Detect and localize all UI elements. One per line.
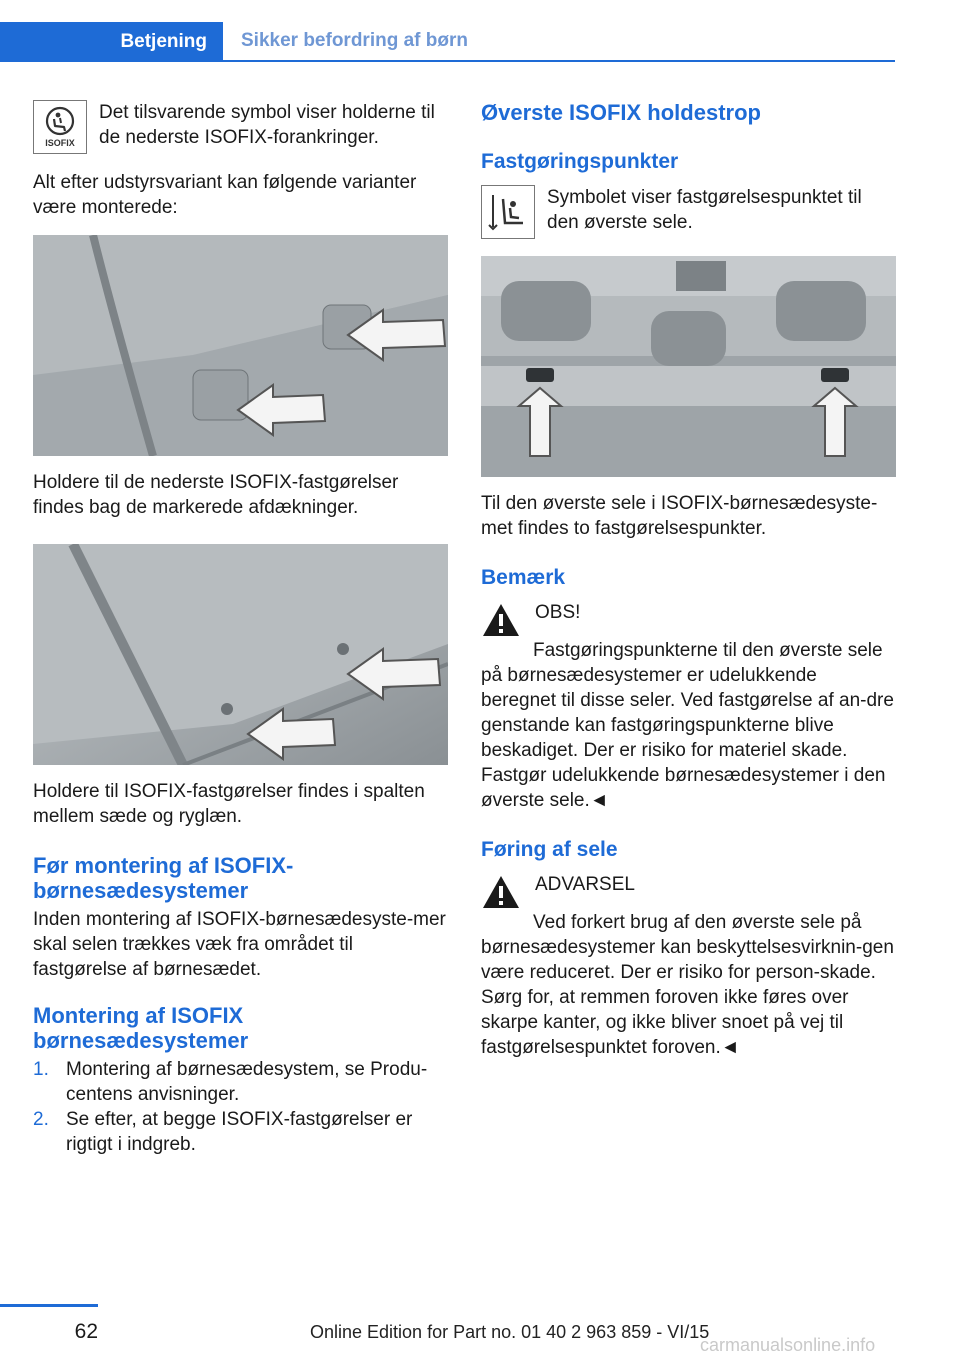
step-text: Se efter, at begge ISOFIX-fastgørelser er rigtigt i indgreb. [66,1109,413,1155]
tab-betjening[interactable]: Betjening [0,22,223,62]
isofix-seat-icon [33,100,87,154]
heading-mounting: Montering af ISOFIX børnesædesystemer [33,1003,249,1053]
heading-top-tether: Øverste ISOFIX holdestrop [481,100,761,125]
warning-block [481,872,896,910]
subheading-note: Bemærk [481,566,566,589]
photo-rear-shelf [481,256,896,477]
mounting-steps [33,1057,448,1157]
right-column [481,100,896,1060]
notice-block [481,600,896,638]
step-number: 2. [33,1109,49,1130]
step-number: 1. [33,1059,49,1080]
list-item [33,1107,448,1157]
caption-seat-covers: Holdere til de nederste ISOFIX-fastgørelser findes bag de markerede afdækninger. [33,472,399,518]
warning-text: Ved forkert brug af den øverste sele på børnesædesystemer kan beskyttelsesvirknin-gen være reduceret. Der er risiko for person-skade. Sørg for, at remmen foroven ikke føres over skarpe kanter, og ikke bliver snoet på vej til fastgørelsespunktet foroven.◄ [481,912,894,1058]
warning-triangle-icon [481,602,521,638]
left-column [33,100,448,1157]
variants-intro: Alt efter udstyrsvariant kan følgende varianter være monterede: [33,172,417,218]
warning-triangle-icon [481,874,521,910]
photo-seat-covers [33,235,448,456]
notice-text: Fastgøringspunkterne til den øverste sele på børnesædesystemer er udelukkende beregnet til disse seler. Ved fastgørelse af an-dre genstande kan fastgøringspunkterne blive beskadiget. Der er risiko for materiel skade. Fastgør udelukkende børnesædesystemer i den øverste sele.◄ [481,640,894,811]
notice-title: OBS! [535,602,581,623]
watermark: carmanualsonline.info [700,1335,876,1355]
heading-before-mounting: Før montering af ISOFIX-børnesædesystemer [33,853,294,903]
page-number: 62 [74,1320,98,1343]
isofix-symbol-row [33,100,448,154]
tether-symbol-row [481,185,896,239]
isofix-symbol-text: Det tilsvarende symbol viser holderne til de nederste ISOFIX-forankringer. [99,102,435,148]
subheading-anchor-points: Fastgøringspunkter [481,150,679,173]
subheading-belt-routing: Føring af sele [481,838,618,861]
photo-seat-gap [33,544,448,765]
header-bar [0,22,895,62]
caption-anchor-points: Til den øverste sele i ISOFIX-børnesædesyste-met findes to fastgørelsespunkter. [481,493,878,539]
top-tether-icon [481,185,535,239]
edition-text: Online Edition for Part no. 01 40 2 963 859 - VI/15 [310,1322,710,1342]
footer-rule [0,1304,98,1307]
tab-sikker-befordring[interactable]: Sikker befordring af børn [223,22,895,62]
caption-seat-gap: Holdere til ISOFIX-fastgørelser findes i spalten mellem sæde og ryglæn. [33,781,425,827]
para-before-mounting: Inden montering af ISOFIX-børnesædesyste-mer skal selen trækkes væk fra området til fastgørelse af børnesædet. [33,909,446,980]
step-text: Montering af børnesædesystem, se Produ-centens anvisninger. [66,1059,428,1105]
warning-title: ADVARSEL [535,874,635,895]
list-item [33,1057,448,1107]
tether-symbol-text: Symbolet viser fastgørelsespunktet til den øverste sele. [547,187,862,233]
isofix-symbol-label: ISOFIX [45,138,75,148]
